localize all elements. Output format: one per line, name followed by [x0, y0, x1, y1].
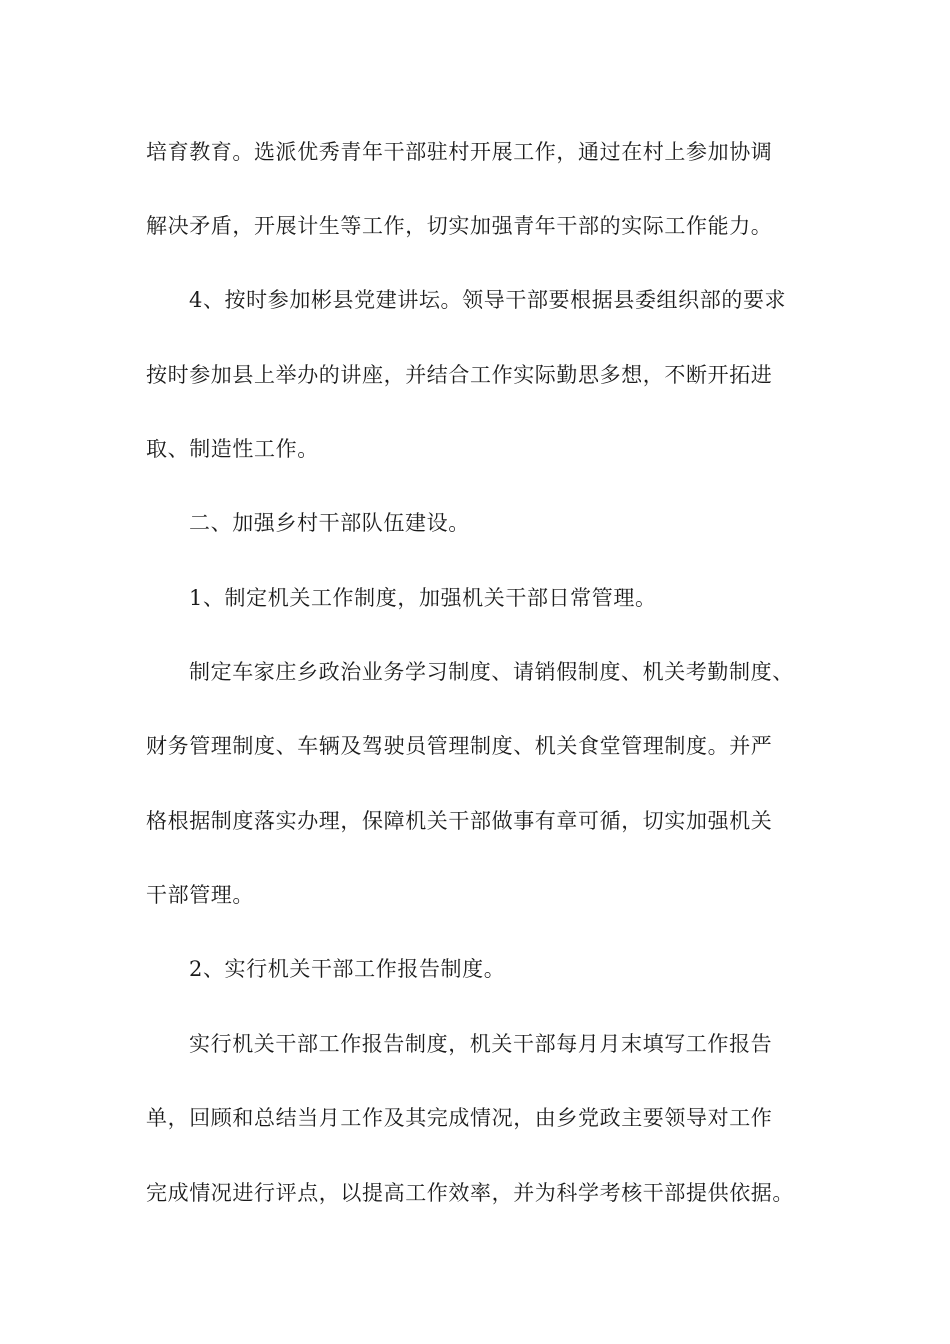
- paragraph-line: 4、按时参加彬县党建讲坛。领导干部要根据县委组织部的要求: [189, 288, 787, 312]
- paragraph-line: 培育教育。选派优秀青年干部驻村开展工作，通过在村上参加协调: [146, 140, 773, 164]
- paragraph-line: 单，回顾和总结当月工作及其完成情况，由乡党政主要领导对工作: [146, 1106, 773, 1130]
- section-heading: 二、加强乡村干部队伍建设。: [189, 511, 470, 535]
- paragraph-line: 取、制造性工作。: [146, 437, 319, 461]
- paragraph-line: 解决矛盾，开展计生等工作，切实加强青年干部的实际工作能力。: [146, 214, 773, 238]
- paragraph-line: 干部管理。: [146, 883, 254, 907]
- paragraph-line: 制定车家庄乡政治业务学习制度、请销假制度、机关考勤制度、: [189, 660, 794, 684]
- paragraph-line: 财务管理制度、车辆及驾驶员管理制度、机关食堂管理制度。并严: [146, 734, 773, 758]
- subsection-heading: 1、制定机关工作制度，加强机关干部日常管理。: [189, 586, 657, 610]
- paragraph-line: 实行机关干部工作报告制度，机关干部每月月末填写工作报告: [189, 1032, 773, 1056]
- subsection-heading: 2、实行机关干部工作报告制度。: [189, 957, 506, 981]
- paragraph-line: 格根据制度落实办理，保障机关干部做事有章可循，切实加强机关: [146, 809, 773, 833]
- paragraph-line: 按时参加县上举办的讲座，并结合工作实际勤思多想，不断开拓进: [146, 363, 773, 387]
- paragraph-line: 完成情况进行评点，以提高工作效率，并为科学考核干部提供依据。: [146, 1181, 794, 1205]
